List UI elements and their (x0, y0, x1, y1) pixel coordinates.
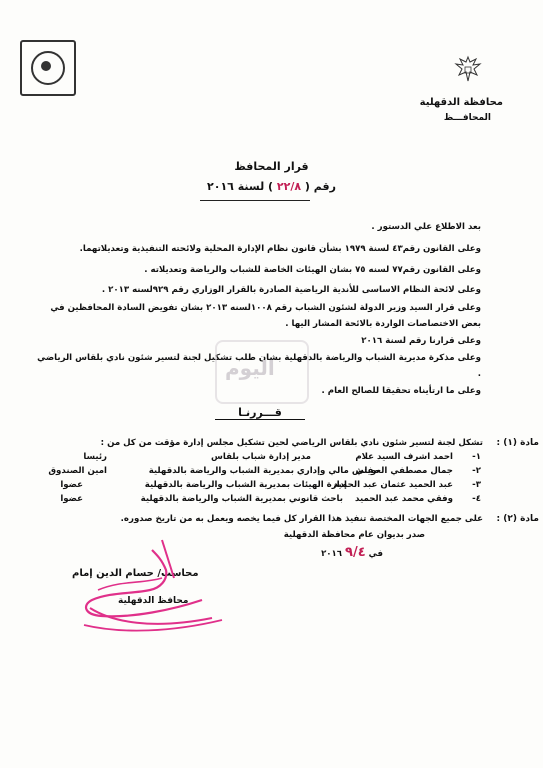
member-job: إدارة الهيئات بمديرية الشباب والرياضة بالدقهلية (144, 480, 347, 490)
member-name: جمال مصطفي العويلي (355, 466, 453, 476)
decides-heading: قـــررنـا (215, 406, 305, 420)
member-role: رئيسا (83, 452, 107, 462)
decree-prefix: رقم ( (304, 180, 336, 193)
preamble-line: وعلى مذكرة مديرية الشباب والرياضة بالدقهلية بشان طلب تشكيل لجنة لتسير شئون نادي بلقاس الرياضي . (37, 353, 481, 379)
preamble-line: وعلى القانون رقم٤٣ لسنة ١٩٧٩ بشأن قانون نظام الإدارة المحلية ولائحته التنفيذية وتعديلاتهما. (79, 244, 481, 254)
member-name: عبد الحميد عثمان عبد الحميد (333, 480, 453, 490)
watermark-text: اليوم (225, 356, 275, 380)
article-1-label: مادة (١) : (496, 438, 539, 448)
handwritten-signature-icon (62, 530, 232, 640)
member-name: وفقي محمد عبد الحميد (354, 494, 453, 504)
office-name: المحافـــظ (443, 113, 491, 123)
date-prefix: في (368, 549, 383, 559)
preamble-line: وعلى لائحة النظام الاساسى للأندية الرياضية الصادرة بالقرار الوزاري رقم ٩٢٩لسنه ٢٠١٣ . (101, 285, 481, 295)
governorate-name: محافظة الدقهلية (419, 97, 503, 108)
university-logo (20, 40, 76, 96)
preamble-line: بعد الاطلاع علي الدستور . (371, 222, 481, 232)
title-underline (200, 200, 310, 201)
member-number: ٣- (472, 480, 481, 490)
member-number: ٢- (472, 466, 481, 476)
decree-suffix: ) لسنة ٢٠١٦ (207, 180, 274, 193)
preamble-line: وعلى ما ارتأيناه تحقيقا للصالح العام . (321, 386, 481, 396)
article-2-text: على جميع الجهات المختصة تنفيذ هذا القرار كل فيما يخصه ويعمل به من تاريخ صدوره. (120, 514, 483, 524)
member-job: مدير إدارة شباب بلقاس (211, 452, 311, 462)
article-2-label: مادة (٢) : (496, 514, 539, 524)
page-title: قرار المحافظ (234, 160, 309, 173)
signatory-title: محافظ الدقهلية (118, 596, 189, 606)
member-job: مفتش مالي وإداري بمديرية الشباب والرياضة بالدقهلية (148, 466, 379, 476)
preamble-line: وعلى القانون رقم٧٧ لسنه ٧٥ بشان الهيئات الخاصة للشباب والرياضة وتعديلاته . (144, 265, 481, 275)
preamble-line: وعلى قرار السيد وزير الدولة لشئون الشباب رقم ١٠٠٨لسنه ٢٠١٣ بشان تفويض السادة المحافظين في بعض الاختصاصات الواردة بالائحة المشار اليها . (50, 303, 481, 329)
member-number: ٤- (472, 494, 481, 504)
member-role: عضوا (60, 480, 83, 490)
logo-center (41, 61, 51, 71)
issue-date (321, 545, 383, 560)
signatory-name: محاسب/ حسام الدين إمام (72, 568, 199, 579)
date-year: ٢٠١٦ (321, 549, 343, 559)
issued-at: صدر بديوان عام محافظة الدقهلية (283, 530, 425, 540)
member-role: امين الصندوق (48, 466, 107, 476)
member-number: ١- (472, 452, 481, 462)
eagle-emblem-icon (453, 55, 483, 83)
date-handwritten: ٩/٤ (345, 545, 366, 560)
member-job: باحث قانوني بمديرية الشباب والرياضة بالدقهلية (140, 494, 343, 504)
article-1-text: تشكل لجنة لتسير شئون نادي بلقاس الرياضي لحين تشكيل مجلس إدارة مؤقت من كل من : (100, 438, 483, 448)
preamble-line: وعلى قرارنا رقم لسنة ٢٠١٦ (361, 336, 481, 346)
member-name: احمد اشرف السيد علام (355, 452, 453, 462)
member-role: عضوا (60, 494, 83, 504)
decree-number (0, 180, 543, 193)
decree-handwritten-number: ٢٢/٨ (276, 180, 302, 193)
